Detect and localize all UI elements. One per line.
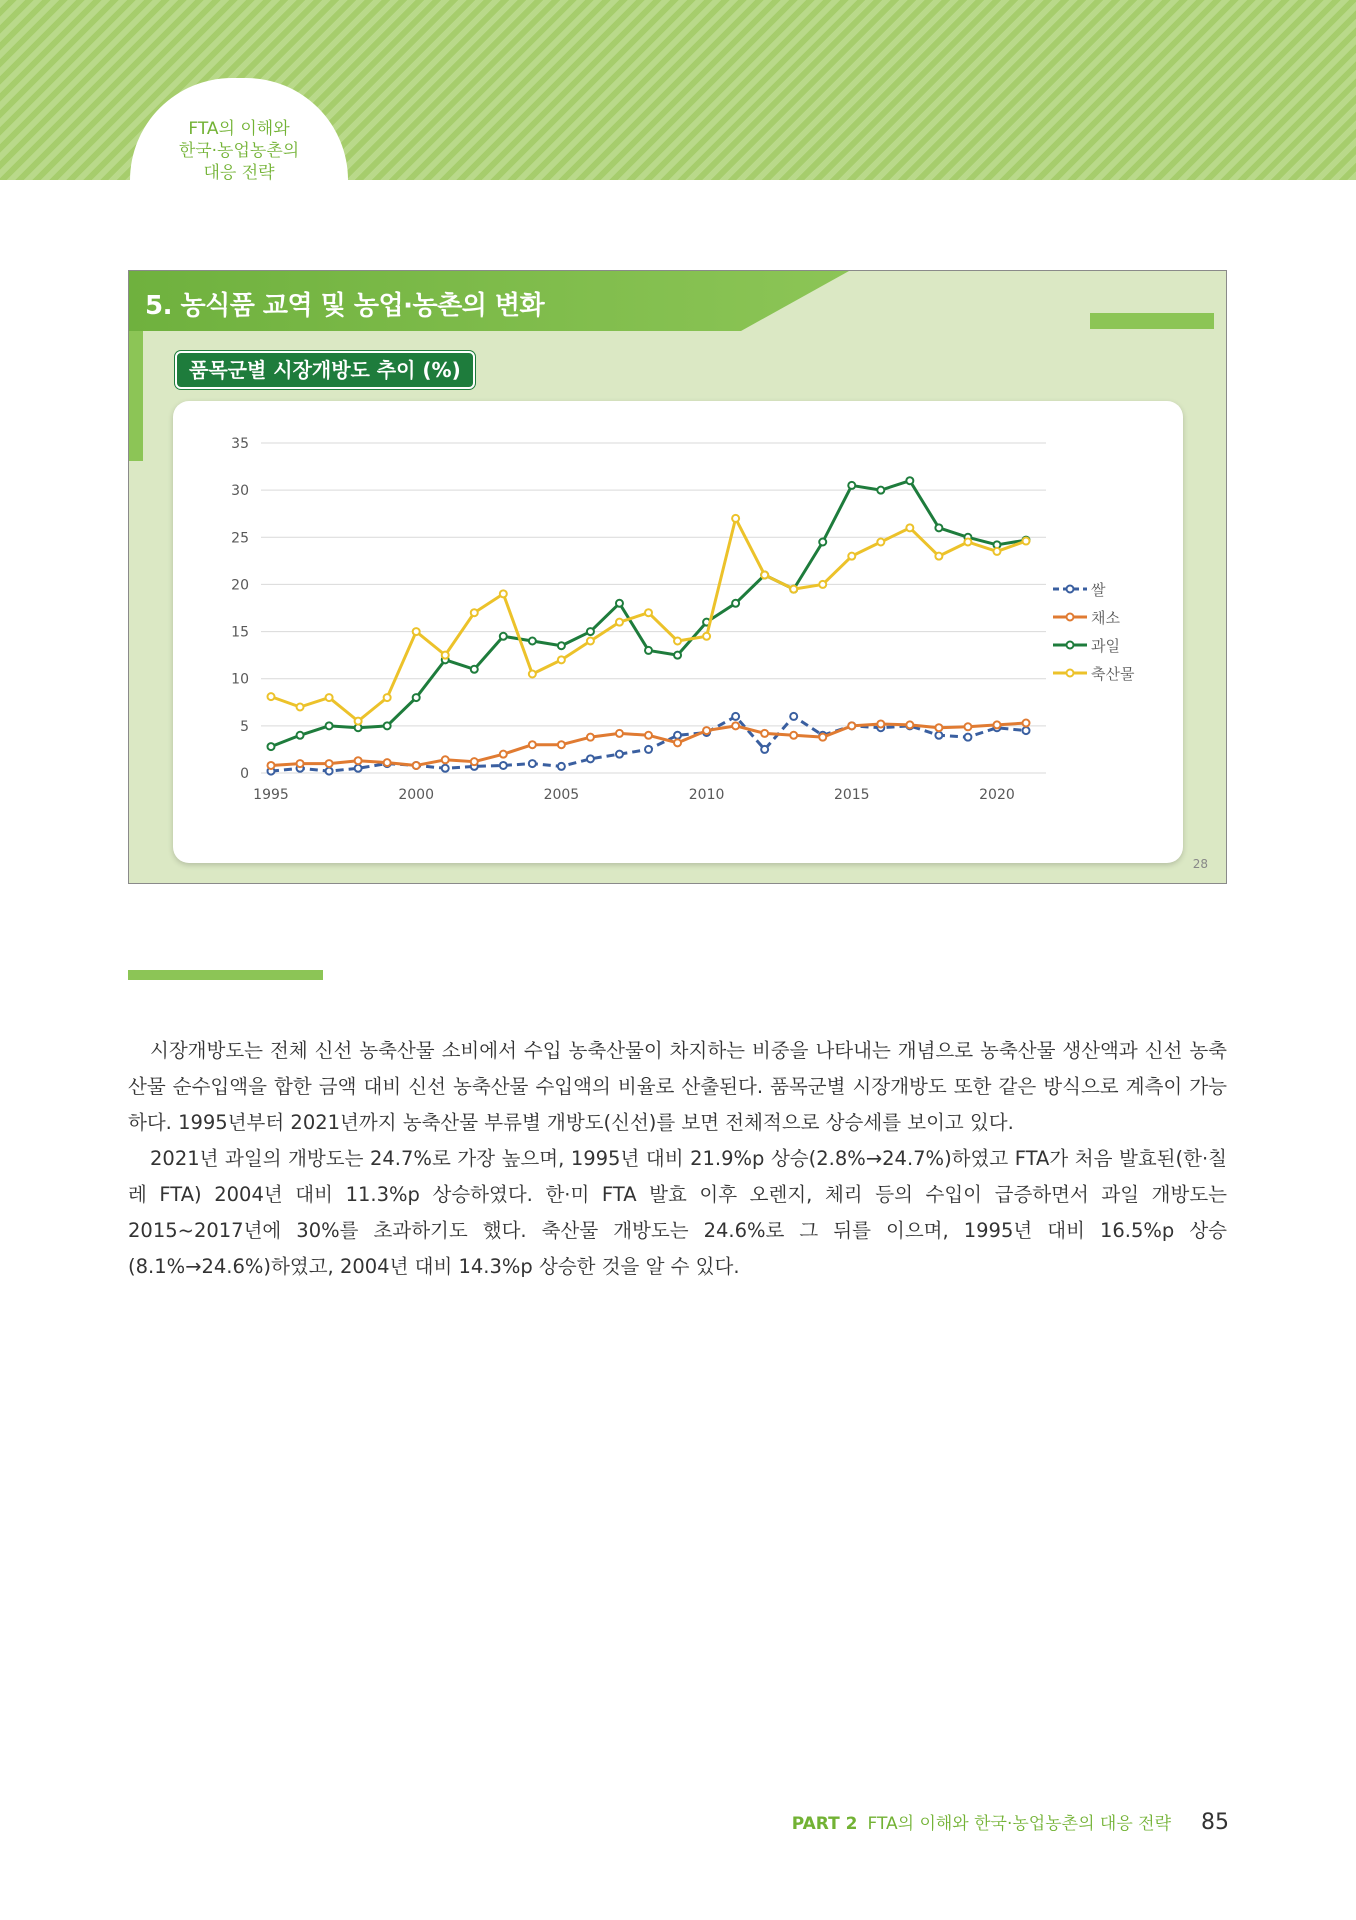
y-tick-label: 25 (231, 530, 249, 547)
page-number: 85 (1201, 1810, 1229, 1835)
chart-title-badge: 품목군별 시장개방도 추이 (%) (175, 351, 475, 389)
data-point (529, 671, 536, 678)
data-point (616, 751, 623, 758)
data-point (703, 633, 710, 640)
data-point (326, 768, 333, 775)
data-point (906, 524, 913, 531)
data-point (935, 553, 942, 560)
data-point (413, 694, 420, 701)
data-point (442, 765, 449, 772)
data-point (732, 722, 739, 729)
slide-page-ref: 28 (1192, 857, 1208, 871)
data-point (384, 694, 391, 701)
legend-marker (1067, 670, 1074, 677)
section-divider (128, 970, 323, 980)
data-point (500, 590, 507, 597)
series-line-2 (271, 723, 1026, 765)
data-point (297, 732, 304, 739)
data-point (935, 524, 942, 531)
x-tick-label: 2020 (979, 787, 1015, 803)
data-point (471, 758, 478, 765)
data-point (790, 732, 797, 739)
data-point (326, 694, 333, 701)
y-tick-label: 0 (240, 766, 249, 782)
data-point (413, 628, 420, 635)
data-point (500, 633, 507, 640)
data-point (529, 760, 536, 767)
x-tick-label: 2015 (833, 787, 870, 803)
data-point (848, 482, 855, 489)
data-point (761, 730, 768, 737)
data-point (645, 746, 652, 753)
legend-label: 채소 (1091, 609, 1120, 627)
data-point (384, 759, 391, 766)
data-point (268, 693, 275, 700)
data-point (964, 539, 971, 546)
data-point (819, 581, 826, 588)
y-tick-label: 20 (231, 577, 249, 594)
y-tick-label: 15 (231, 624, 249, 641)
data-point (645, 609, 652, 616)
data-point (558, 642, 565, 649)
legend-label: 축산물 (1091, 665, 1135, 683)
series-line-4 (271, 518, 1026, 721)
data-point (326, 722, 333, 729)
data-point (790, 713, 797, 720)
data-point (848, 553, 855, 560)
data-point (877, 539, 884, 546)
legend-marker (1067, 586, 1074, 593)
data-point (790, 586, 797, 593)
data-point (761, 746, 768, 753)
chapter-tab-line-1: FTA의 이해와 (188, 119, 290, 139)
legend-label: 과일 (1091, 637, 1120, 655)
data-point (587, 755, 594, 762)
footer-part-label: PART 2 (791, 1814, 858, 1834)
data-point (326, 760, 333, 767)
data-point (703, 727, 710, 734)
slide-left-accent (129, 331, 143, 461)
data-point (761, 572, 768, 579)
data-point (587, 638, 594, 645)
legend-label: 쌀 (1091, 581, 1106, 599)
data-point (993, 721, 1000, 728)
y-tick-label: 35 (231, 436, 249, 452)
data-point (442, 756, 449, 763)
data-point (471, 609, 478, 616)
data-point (877, 487, 884, 494)
data-point (674, 739, 681, 746)
data-point (819, 734, 826, 741)
legend-marker (1067, 642, 1074, 649)
data-point (587, 734, 594, 741)
x-tick-label: 2000 (398, 787, 435, 803)
data-point (384, 722, 391, 729)
data-point (268, 743, 275, 750)
chapter-tab-line-2: 한국·농업농촌의 (178, 141, 300, 161)
data-point (877, 720, 884, 727)
data-point (848, 722, 855, 729)
data-point (906, 721, 913, 728)
slide-figure (128, 270, 1227, 884)
data-point (819, 539, 826, 546)
data-point (616, 600, 623, 607)
data-point (500, 762, 507, 769)
data-point (355, 757, 362, 764)
data-point (297, 704, 304, 711)
data-point (616, 730, 623, 737)
data-point (674, 732, 681, 739)
data-point (471, 666, 478, 673)
data-point (1023, 538, 1030, 545)
slide-title: 5. 농식품 교역 및 농업·농촌의 변화 (145, 291, 545, 321)
data-point (616, 619, 623, 626)
body-paragraph-1: 시장개방도는 전체 신선 농축산물 소비에서 수입 농축산물이 차지하는 비중을 나타내는 개념으로 농축산물 생산액과 신선 농축산물 순수입액을 합한 금액 대비 신선 농축산물 수입액의 비율로 산출된다. 품목군별 시장개방도 또한 같은 방식으로 계측이 가능하다. 1995년부터 2021년까지 농축산물 부류별 개방도(신선)를 보면 전체적으로 상승세를 보이고 있다. (128, 1039, 1227, 1134)
data-point (732, 600, 739, 607)
data-point (674, 638, 681, 645)
chart-card (173, 401, 1183, 863)
data-point (529, 741, 536, 748)
data-point (413, 762, 420, 769)
data-point (732, 713, 739, 720)
x-tick-label: 1995 (253, 787, 289, 803)
data-point (732, 515, 739, 522)
legend-marker (1067, 614, 1074, 621)
data-point (1023, 720, 1030, 727)
x-tick-label: 2010 (688, 787, 725, 803)
data-point (587, 628, 594, 635)
data-point (355, 765, 362, 772)
data-point (558, 763, 565, 770)
y-tick-label: 5 (240, 718, 249, 735)
data-point (268, 762, 275, 769)
data-point (645, 647, 652, 654)
y-tick-label: 10 (231, 671, 249, 688)
body-paragraph-2: 2021년 과일의 개방도는 24.7%로 가장 높으며, 1995년 대비 21.9%p 상승(2.8%→24.7%)하였고 FTA가 처음 발효된(한·칠레 FTA) 2004년 대비 11.3%p 상승하였다. 한·미 FTA 발효 이후 오렌지, 체리 등의 수입이 급증하면서 과일 개방도는 2015~2017년에 30%를 초과하기도 했다. 축산물 개방도는 24.6%로 그 뒤를 이으며, 1995년 대비 16.5%p 상승(8.1%→24.6%)하였고, 2004년 대비 14.3%p 상승한 것을 알 수 있다. (128, 1147, 1227, 1278)
chapter-tab-line-3: 대응 전략 (203, 163, 275, 183)
data-point (558, 656, 565, 663)
y-tick-label: 30 (231, 483, 249, 500)
data-point (1023, 727, 1030, 734)
data-point (529, 638, 536, 645)
line-chart (173, 401, 1183, 863)
data-point (645, 732, 652, 739)
slide-accent-bar (1090, 313, 1214, 329)
data-point (964, 723, 971, 730)
data-point (297, 760, 304, 767)
data-point (674, 652, 681, 659)
data-point (964, 734, 971, 741)
data-point (993, 548, 1000, 555)
data-point (935, 732, 942, 739)
data-point (355, 718, 362, 725)
footer-title: FTA의 이해와 한국·농업농촌의 대응 전략 (867, 1814, 1171, 1834)
data-point (558, 741, 565, 748)
page-footer (792, 1809, 1229, 1835)
x-tick-label: 2005 (543, 787, 580, 803)
data-point (442, 652, 449, 659)
data-point (500, 751, 507, 758)
data-point (906, 477, 913, 484)
data-point (935, 724, 942, 731)
body-text (128, 1033, 1227, 1285)
